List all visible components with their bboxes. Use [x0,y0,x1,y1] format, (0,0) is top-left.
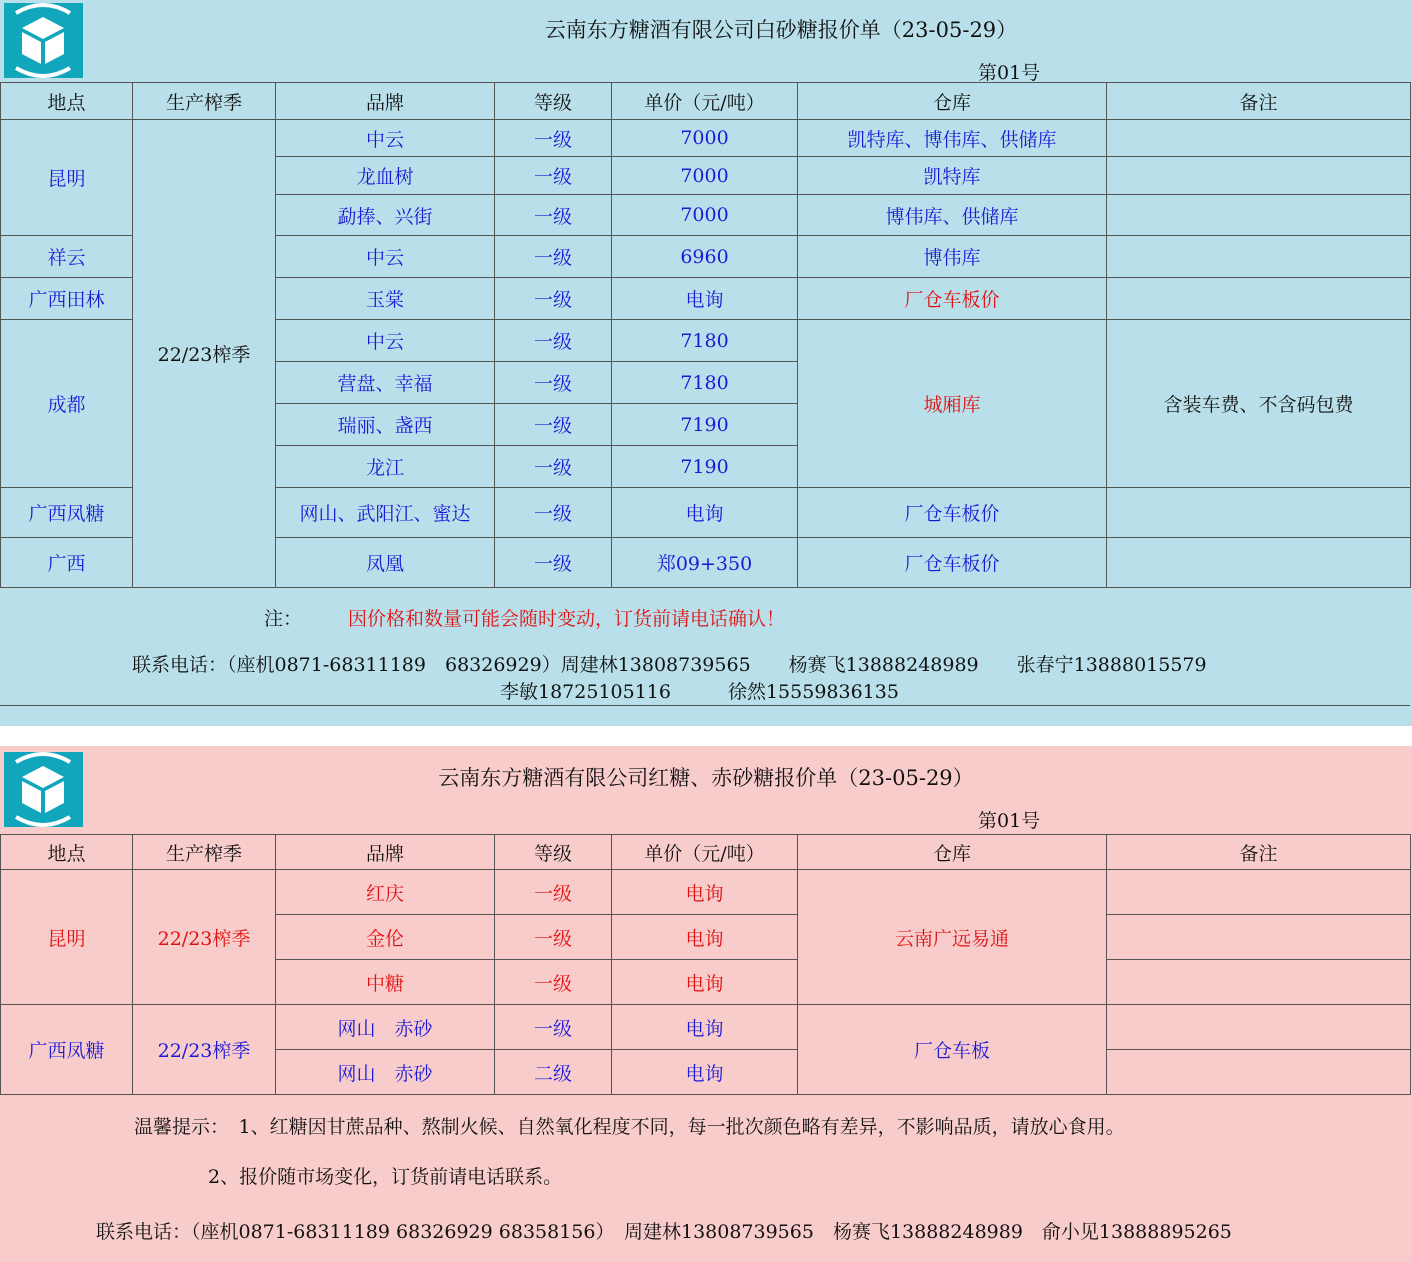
warehouse-cell: 博伟库、供储库 [798,195,1107,236]
location-cell: 广西凤糖 [1,488,133,538]
location-cell: 昆明 [1,120,133,236]
sheet-title: 云南东方糖酒有限公司白砂糖报价单（23-05-29） [544,18,1018,42]
remark-cell [1107,960,1411,1005]
price-cell: 电询 [612,870,798,915]
warehouse-cell: 凯特库、博伟库、供储库 [798,120,1107,157]
brand-cell: 龙血树 [276,157,495,195]
grade-cell: 一级 [495,195,612,236]
price-cell: 7180 [612,362,798,404]
location-cell: 广西 [1,538,133,588]
header-row [1,835,1411,870]
col-season: 生产榨季 [133,83,276,120]
location-cell: 广西凤糖 [1,1005,133,1095]
warehouse-cell: 厂仓车板 [798,1005,1107,1095]
grade-cell: 一级 [495,404,612,446]
grade-cell: 二级 [495,1050,612,1095]
warehouse-cell: 厂仓车板价 [798,538,1107,588]
price-cell: 郑09+350 [612,538,798,588]
warehouse-cell: 博伟库 [798,236,1107,278]
price-cell: 7000 [612,120,798,157]
warehouse-cell: 云南广远易通 [798,870,1107,1005]
grade-cell: 一级 [495,488,612,538]
grade-cell: 一级 [495,236,612,278]
price-cell: 7190 [612,404,798,446]
sheet-gap [0,726,1412,746]
season-cell: 22/23榨季 [133,870,276,1005]
warehouse-cell: 凯特库 [798,157,1107,195]
table-row [1,1005,1411,1050]
tip-line-2: 2、报价随市场变化，订货前请电话联系。 [208,1166,563,1188]
brand-cell: 中云 [276,120,495,157]
contact-line: 联系电话：（座机0871-68311189 68326929）周建林13808739565 杨赛飞13888248989 张春宁13888015579 [132,654,1207,676]
col-location: 地点 [1,83,133,120]
remark-cell [1107,488,1411,538]
brand-cell: 玉棠 [276,278,495,320]
col-warehouse: 仓库 [798,835,1107,870]
price-cell: 电询 [612,278,798,320]
warehouse-cell: 城厢库 [798,320,1107,488]
contact-line-2: 李敏18725105116 徐然15559836135 [500,681,899,703]
brown-sugar-price-table [0,834,1411,1095]
grade-cell: 一级 [495,960,612,1005]
remark-cell [1107,915,1411,960]
contact-line: 联系电话：（座机0871-68311189 68326929 68358156） 周建林13808739565 杨赛飞13888248989 俞小见13888895265 [96,1221,1232,1243]
grade-cell: 一级 [495,278,612,320]
brand-cell: 金伦 [276,915,495,960]
bottom-divider [0,705,1410,706]
location-cell: 成都 [1,320,133,488]
col-remark: 备注 [1107,83,1411,120]
brand-cell: 营盘、幸福 [276,362,495,404]
issue-number: 第01号 [978,62,1041,84]
brand-cell: 中糖 [276,960,495,1005]
header-row [1,83,1411,120]
price-cell: 电询 [612,1050,798,1095]
price-cell: 电询 [612,915,798,960]
remark-cell: 含装车费、不含码包费 [1107,320,1411,488]
brand-cell: 网山、武阳江、蜜达 [276,488,495,538]
price-cell: 电询 [612,1005,798,1050]
season-cell: 22/23榨季 [133,120,276,588]
remark-cell [1107,870,1411,915]
col-grade: 等级 [495,83,612,120]
brand-cell: 凤凰 [276,538,495,588]
price-cell: 7190 [612,446,798,488]
remark-cell [1107,278,1411,320]
col-warehouse: 仓库 [798,83,1107,120]
note-text: 因价格和数量可能会随时变动，订货前请电话确认！ [348,608,786,630]
price-cell: 电询 [612,488,798,538]
grade-cell: 一级 [495,915,612,960]
grade-cell: 一级 [495,446,612,488]
brown-sugar-sheet [0,746,1412,1262]
brand-cell: 龙江 [276,446,495,488]
brand-cell: 勐捧、兴街 [276,195,495,236]
grade-cell: 一级 [495,1005,612,1050]
grade-cell: 一级 [495,870,612,915]
grade-cell: 一级 [495,320,612,362]
warehouse-cell: 厂仓车板价 [798,278,1107,320]
grade-cell: 一级 [495,157,612,195]
remark-cell [1107,120,1411,157]
sheet-title: 云南东方糖酒有限公司红糖、赤砂糖报价单（23-05-29） [438,766,974,790]
col-price: 单价（元/吨） [612,83,798,120]
price-cell: 7180 [612,320,798,362]
brand-cell: 瑞丽、盏西 [276,404,495,446]
remark-cell [1107,1005,1411,1050]
note-label: 注： [264,608,303,630]
warehouse-cell: 厂仓车板价 [798,488,1107,538]
brand-cell: 网山 赤砂 [276,1005,495,1050]
grade-cell: 一级 [495,362,612,404]
remark-cell [1107,1050,1411,1095]
price-cell: 6960 [612,236,798,278]
remark-cell [1107,157,1411,195]
table-row [1,120,1411,157]
col-remark: 备注 [1107,835,1411,870]
grade-cell: 一级 [495,120,612,157]
tip-line-1: 温馨提示： 1、红糖因甘蔗品种、熬制火候、自然氧化程度不同，每一批次颜色略有差异，不影响品质，请放心食用。 [134,1116,1125,1138]
brand-cell: 中云 [276,320,495,362]
brand-cell: 网山 赤砂 [276,1050,495,1095]
location-cell: 广西田林 [1,278,133,320]
col-brand: 品牌 [276,835,495,870]
price-cell: 7000 [612,195,798,236]
col-grade: 等级 [495,835,612,870]
remark-cell [1107,195,1411,236]
price-cell: 7000 [612,157,798,195]
col-location: 地点 [1,835,133,870]
remark-cell [1107,538,1411,588]
remark-cell [1107,236,1411,278]
white-sugar-price-table [0,82,1411,588]
col-season: 生产榨季 [133,835,276,870]
location-cell: 祥云 [1,236,133,278]
issue-number: 第01号 [978,810,1041,832]
grade-cell: 一级 [495,538,612,588]
brand-cell: 红庆 [276,870,495,915]
col-brand: 品牌 [276,83,495,120]
season-cell: 22/23榨季 [133,1005,276,1095]
brand-cell: 中云 [276,236,495,278]
price-cell: 电询 [612,960,798,1005]
table-row [1,870,1411,915]
location-cell: 昆明 [1,870,133,1005]
col-price: 单价（元/吨） [612,835,798,870]
